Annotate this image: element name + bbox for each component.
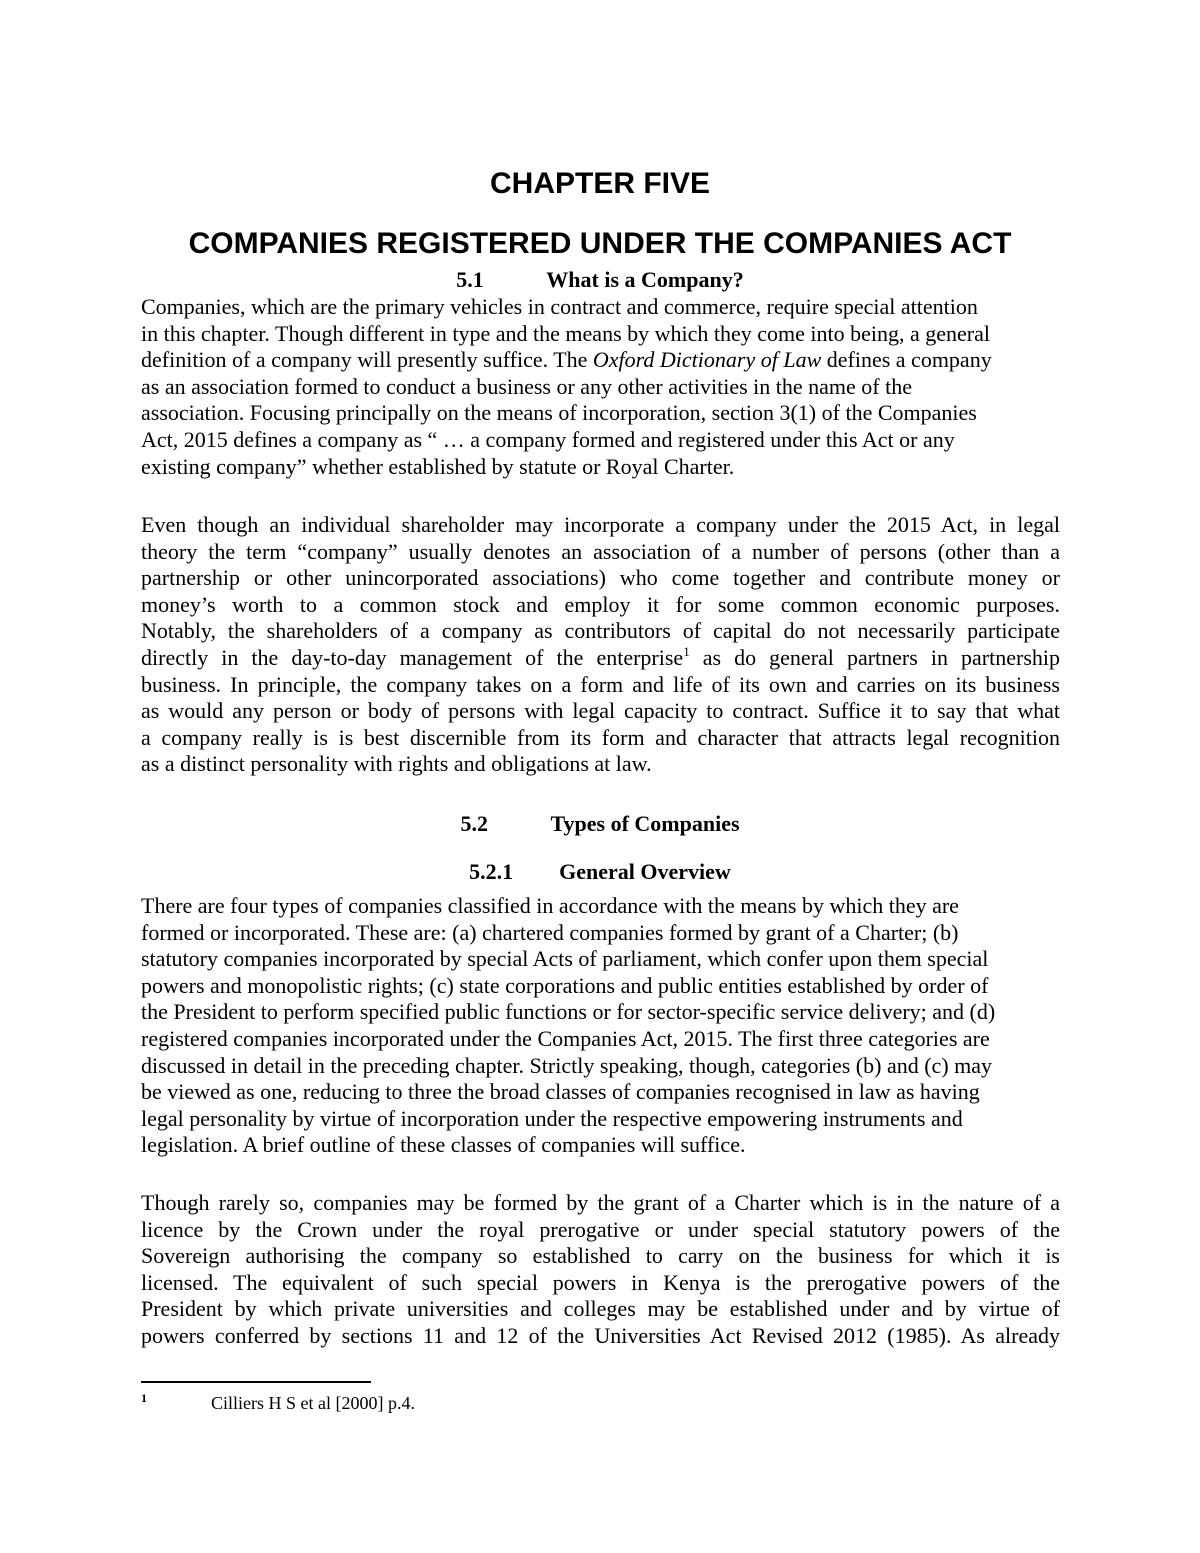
text-line: as a distinct personality with rights and obligations at law. — [141, 751, 652, 777]
paragraph-what-is-company — [141, 294, 1060, 480]
section-heading-5-1 — [0, 267, 1200, 293]
footnote-mark: 1 — [141, 1391, 147, 1405]
cited-title: Oxford Dictionary of Law — [592, 347, 822, 373]
text-line: licensed. The equivalent of such special powers in Kenya is the prerogative powers of the — [141, 1269, 1060, 1295]
paragraph-four-types — [141, 893, 1060, 1159]
text-line: existing company” whether established by statute or Royal Charter. — [141, 453, 735, 479]
text-line: as would any person or body of persons with legal capacity to contract. Suffice it to say that what — [141, 698, 1060, 724]
section-number: 5.1 — [456, 267, 484, 292]
text-line: Companies, which are the primary vehicles in contract and commerce, require special attention — [141, 294, 978, 319]
text-line: powers and monopolistic rights; (c) state corporations and public entities established by order of — [141, 972, 989, 998]
footnote-separator — [141, 1381, 371, 1383]
section-title: Types of Companies — [550, 811, 740, 836]
section-heading-5-2-1 — [0, 859, 1200, 885]
text-line: licence by the Crown under the royal prerogative or under special statutory powers of the — [141, 1216, 1060, 1242]
text-line: theory the term “company” usually denotes an association of a number of persons (other than a — [141, 538, 1060, 564]
text-line: in this chapter. Though different in type and the means by which they come into being, a general — [141, 320, 991, 346]
text-line: Act, 2015 defines a company as “ … a company formed and registered under this Act or any — [141, 426, 955, 452]
text-line: Sovereign authorising the company so established to carry on the business for which it is — [141, 1243, 1060, 1269]
text-line: statutory companies incorporated by special Acts of parliament, which confer upon them special — [141, 946, 989, 972]
text-line: There are four types of companies classified in accordance with the means by which they are — [141, 893, 959, 918]
text-line — [141, 645, 1060, 672]
section-heading-5-2 — [0, 811, 1200, 837]
paragraph-shareholders — [141, 512, 1060, 778]
text-line: legal personality by virtue of incorporation under the respective empowering instruments and — [141, 1105, 963, 1131]
text-line: money’s worth to a common stock and employ it for some common economic purposes. — [141, 591, 1060, 617]
text-line: powers conferred by sections 11 and 12 of the Universities Act Revised 2012 (1985). As already — [141, 1322, 1060, 1348]
footnote-text: Cilliers H S et al [2000] p.4. — [211, 1393, 415, 1413]
footnote-reference[interactable]: 1 — [683, 643, 690, 659]
text-segment: definition of a company will presently suffice. The — [141, 347, 593, 373]
text-line: be viewed as one, reducing to three the broad classes of companies recognised in law as having — [141, 1079, 980, 1105]
section-number: 5.2 — [460, 811, 488, 836]
chapter-subtitle: COMPANIES REGISTERED UNDER THE COMPANIES ACT — [188, 227, 1012, 260]
text-line: discussed in detail in the preceding chapter. Strictly speaking, though, categories (b) and (c) may — [141, 1052, 993, 1078]
text-line: partnership or other unincorporated associations) who come together and contribute money or — [141, 565, 1060, 591]
text-line: the President to perform specified public functions or for sector-specific service delivery; and (d) — [141, 999, 996, 1025]
text-segment: as do general partners in partnership — [689, 644, 1060, 670]
text-line: as an association formed to conduct a business or any other activities in the name of the — [141, 373, 912, 399]
text-line: association. Focusing principally on the means of incorporation, section 3(1) of the Companies — [141, 400, 977, 426]
section-title: General Overview — [559, 859, 731, 884]
text-line: formed or incorporated. These are: (a) chartered companies formed by grant of a Charter; (b) — [141, 919, 959, 945]
text-line: Though rarely so, companies may be formed by the grant of a Charter which is in the nature of a — [141, 1190, 1060, 1215]
text-line: Even though an individual shareholder may incorporate a company under the 2015 Act, in legal — [141, 512, 1060, 537]
section-title: What is a Company? — [546, 267, 744, 292]
text-line: legislation. A brief outline of these classes of companies will suffice. — [141, 1132, 746, 1158]
text-line: a company really is is best discernible from its form and character that attracts legal recognition — [141, 724, 1060, 750]
text-line — [141, 347, 1060, 374]
text-segment: defines a company — [821, 347, 992, 373]
paragraph-charter — [141, 1190, 1060, 1350]
chapter-title: CHAPTER FIVE — [489, 167, 711, 200]
section-number: 5.2.1 — [469, 859, 514, 884]
text-line: Notably, the shareholders of a company as contributors of capital do not necessarily participate — [141, 618, 1060, 644]
text-line: registered companies incorporated under the Companies Act, 2015. The first three categories are — [141, 1025, 990, 1051]
text-line: business. In principle, the company takes on a form and life of its own and carries on its business — [141, 671, 1060, 697]
text-segment: directly in the day-to-day management of the enterprise — [141, 644, 684, 670]
text-line: President by which private universities and colleges may be established under and by virtue of — [141, 1296, 1060, 1322]
